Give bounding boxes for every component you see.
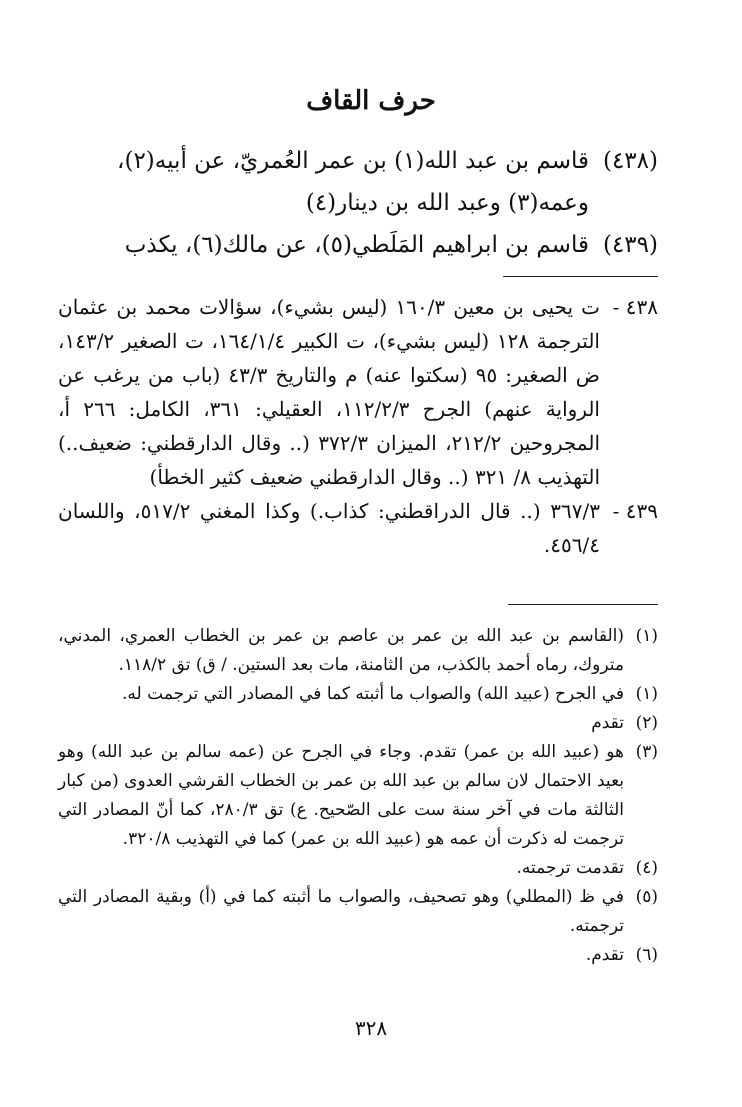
footnote-number: (٥) (635, 887, 658, 907)
footnote (58, 622, 658, 680)
footnote (58, 941, 658, 970)
footnote (58, 883, 658, 941)
footnote-divider (508, 604, 658, 605)
footnotes-section (58, 622, 658, 970)
footnote-text: تقدمت ترجمته. (516, 858, 624, 878)
entry-text: قاسم بن ابراهيم المَلَطي(٥)، عن مالك(٦)، يكذب (124, 232, 589, 258)
footnote-text: (القاسم بن عبد الله بن عمر بن عاصم بن عمر بن الخطاب العمري، المدني، متروك، رماه أحمد بالكذب، من الثامنة، مات بعد الستين. / ق) تق ١١٨/٢. (58, 626, 624, 675)
note-text: ٣٦٧/٣ (.. قال الدراقطني: كذاب.) وكذا المغني ٥١٧/٢، واللسان ٤٥٦/٤. (58, 499, 601, 557)
footnote-number: (١) (635, 684, 658, 704)
footnote (58, 709, 658, 738)
footnote-number: (٣) (635, 742, 658, 762)
footnote (58, 738, 658, 854)
footnote-number: (٦) (635, 945, 658, 965)
entry-438 (58, 140, 658, 224)
entry-number: (٤٣٨) (602, 148, 658, 174)
notes-section (58, 290, 658, 562)
page-number: ٣٢٨ (354, 1016, 388, 1040)
page-title: حرف القاف (306, 86, 436, 116)
footnote-number: (١) (635, 626, 658, 646)
footnote-text: تقدم (591, 713, 624, 733)
note-number: ٤٣٨ - (612, 295, 658, 319)
section-divider (503, 276, 658, 277)
entries-section (58, 140, 658, 266)
footnote-number: (٤) (635, 858, 658, 878)
note-text: ت يحيى بن معين ١٦٠/٣ (ليس بشيء)، سؤالات محمد بن عثمان الترجمة ١٢٨ (ليس بشيء)، ت الكبير ١٦٤/١/٤، ت الصغير ١٤٣/٢، ض الصغير: ٩٥ (سكتوا عنه) م والتاريخ ٤٣/٣ (باب من يرغب عن الرواية عنهم) الجرح ١١٢/٢/٣، العقيلي: ٣٦١، الكامل: ٢٦٦ أ، المجروحين ٢١٢/٢، الميزان ٣٧٢/٣ (.. وقال الدارقطني: ضعيف..) التهذيب ٨/ ٣٢١ (.. وقال الدارقطني ضعيف كثير الخطأ) (58, 295, 601, 489)
note-number: ٤٣٩ - (612, 499, 658, 523)
footnote-text: هو (عبيد الله بن عمر) تقدم. وجاء في الجرح عن (عمه سالم بن عبد الله) وهو بعيد الاحتمال لان سالم بن عبد الله بن عمر بن الخطاب القرشي العدوى (من كبار الثالثة مات في آخر سنة ست على الصّحيح. ع) تق ٢٨٠/٣، كما أنّ المصادر التي ترجمت له ذكرت أن عمه هو (عبيد الله بن عمر) كما في التهذيب ٣٢٠/٨. (58, 742, 624, 849)
footnote (58, 854, 658, 883)
footnote-text: في الجرح (عبيد الله) والصواب ما أثبته كما في المصادر التي ترجمت له. (122, 684, 624, 704)
footnote-text: تقدم. (585, 945, 624, 965)
note-439 (58, 494, 658, 562)
entry-439 (58, 224, 658, 266)
entry-number: (٤٣٩) (602, 232, 658, 258)
footnote-number: (٢) (635, 713, 658, 733)
note-438 (58, 290, 658, 494)
footnote (58, 680, 658, 709)
footnote-text: في ظ (المطلي) وهو تصحيف، والصواب ما أثبته كما في (أ) وبقية المصادر التي ترجمته. (58, 887, 624, 936)
entry-text: قاسم بن عبد الله(١) بن عمر العُمريّ، عن أبيه(٢)، وعمه(٣) وعبد الله بن دينار(٤) (117, 148, 589, 216)
